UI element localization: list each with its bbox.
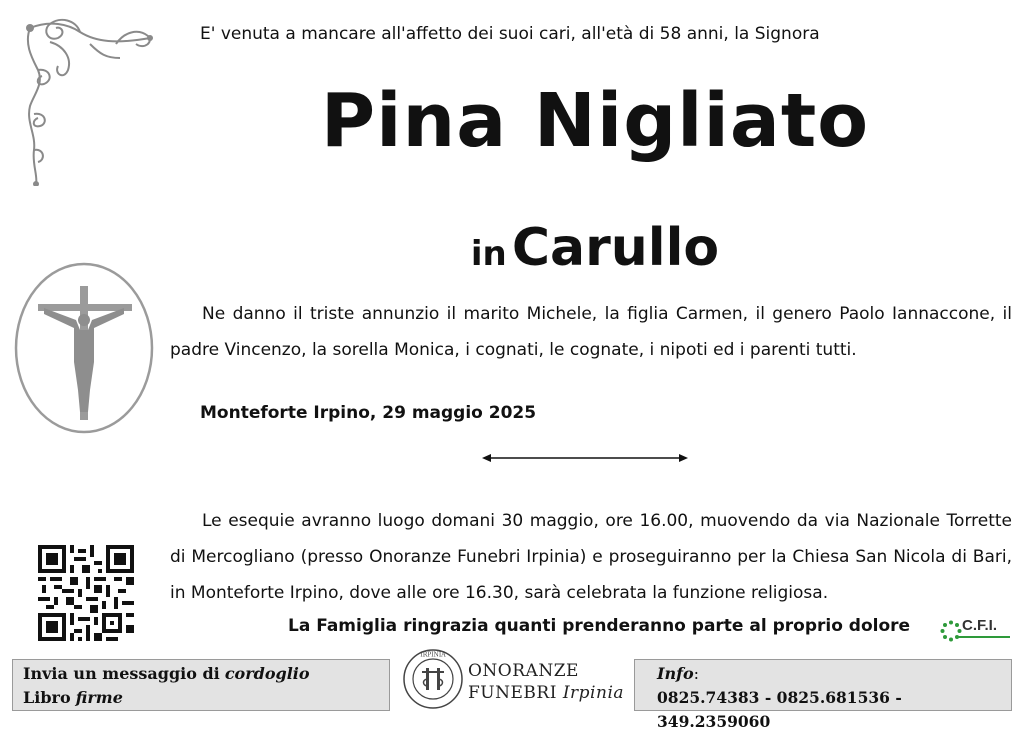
brand-line2-a: FUNEBRI <box>468 683 557 703</box>
guestbook-prefix: Libro <box>23 688 71 707</box>
cfi-underline <box>958 636 1010 638</box>
double-arrow-divider-icon <box>482 452 688 464</box>
guestbook-link[interactable] <box>23 686 389 710</box>
funeral-text: Le esequie avranno luogo domani 30 maggio, ore 16.00, muovendo da via Nazionale Torrette di Mercogliano (presso Onoranze Funebri Irpinia) e proseguiranno per la Chiesa San Nicola di Bari, in Monteforte Irpino, dove alle ore 16.30, sarà celebrata la funzione religiosa. <box>170 511 1012 603</box>
married-name <box>300 218 890 278</box>
intro-text: E' venuta a mancare all'affetto dei suoi cari, all'età di 58 anni, la Signora <box>200 24 820 44</box>
guestbook-word: firme <box>75 688 123 707</box>
thanks-text: La Famiglia ringrazia quanti prenderanno parte al proprio dolore <box>288 616 911 636</box>
condolence-link[interactable] <box>23 662 389 686</box>
crucifix-icon <box>14 262 154 434</box>
condolence-prefix: Invia un messaggio di <box>23 664 220 683</box>
brand-line1: ONORANZE <box>468 661 579 681</box>
info-box <box>634 659 1012 731</box>
brand-name <box>468 660 624 704</box>
qr-code-icon[interactable] <box>38 545 134 641</box>
funeral-home-logo-icon <box>402 648 464 710</box>
deceased-name: Pina Nigliato <box>320 78 870 164</box>
cfi-label: C.F.I. <box>962 617 998 634</box>
married-surname: Carullo <box>511 218 720 278</box>
married-prefix: in <box>470 234 507 274</box>
brand-line2 <box>468 682 624 704</box>
phone-numbers[interactable]: 0825.74383 - 0825.681536 - 349.2359060 <box>657 688 902 731</box>
condolence-word: cordoglio <box>224 664 310 683</box>
info-label: Info <box>657 664 694 683</box>
cfi-logo-icon <box>940 620 962 642</box>
info-heading <box>657 662 1011 686</box>
logo-ring-text: IRPINIA <box>420 651 446 659</box>
info-colon: : <box>693 664 700 683</box>
brand-line2-b: Irpinia <box>562 683 625 703</box>
place-date: Monteforte Irpino, 29 maggio 2025 <box>200 403 537 423</box>
condolence-box[interactable] <box>12 659 390 711</box>
corner-flourish-icon <box>20 14 160 186</box>
announcement-text: Ne danno il triste annunzio il marito Michele, la figlia Carmen, il genero Paolo Iannaccone, il padre Vincenzo, la sorella Monica, i cognati, le cognate, i nipoti ed i parenti tutti. <box>170 304 1012 360</box>
